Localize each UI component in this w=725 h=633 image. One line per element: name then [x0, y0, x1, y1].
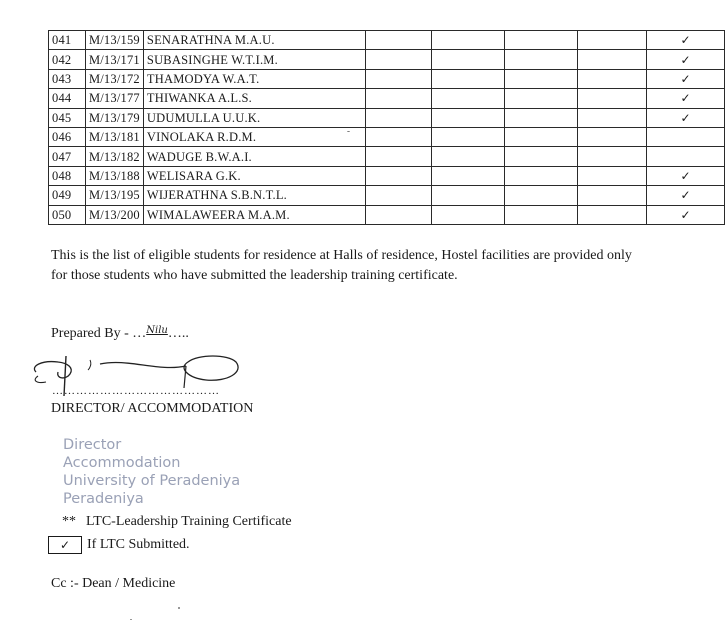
blank-cell [577, 205, 647, 224]
blank-cell [504, 108, 577, 127]
stamp-line-3: University of Peradeniya [63, 473, 241, 489]
serial-number-cell: 046 [49, 127, 86, 146]
blank-cell [365, 31, 432, 50]
student-name-cell: UDUMULLA U.U.K. [143, 108, 365, 127]
registration-number-cell: M/13/179 [85, 108, 143, 127]
blank-cell [504, 31, 577, 50]
stamp-line-1: Director [63, 437, 122, 453]
table-row [49, 50, 725, 69]
blank-cell [365, 205, 432, 224]
blank-cell [504, 147, 577, 166]
registration-number-cell: M/13/182 [85, 147, 143, 166]
ltc-check-cell: ✓ [647, 186, 725, 205]
blank-cell [365, 186, 432, 205]
blank-cell [432, 89, 505, 108]
cc-line: Cc :- Dean / Medicine [51, 576, 176, 591]
blank-cell [577, 166, 647, 185]
blank-cell [365, 89, 432, 108]
student-name-cell: WADUGE B.W.A.I. [143, 147, 365, 166]
serial-number-cell: 045 [49, 108, 86, 127]
legend-stars: ** [62, 514, 76, 529]
blank-cell [504, 166, 577, 185]
student-name-cell: WIJERATHNA S.B.N.T.L. [143, 186, 365, 205]
ltc-check-cell [647, 147, 725, 166]
ltc-check-cell: ✓ [647, 69, 725, 88]
table-row [49, 89, 725, 108]
office-stamp [63, 436, 240, 508]
ltc-check-cell: ✓ [647, 31, 725, 50]
signature-line: …………………………………… [52, 385, 220, 397]
blank-cell [432, 186, 505, 205]
blank-cell [432, 147, 505, 166]
ltc-check-cell: ✓ [647, 108, 725, 127]
blank-cell [432, 166, 505, 185]
ltc-check-cell: ✓ [647, 205, 725, 224]
blank-cell [432, 31, 505, 50]
serial-number-cell: 042 [49, 50, 86, 69]
serial-number-cell: 049 [49, 186, 86, 205]
blank-cell [365, 127, 432, 146]
tick-key-box: ✓ [48, 536, 82, 554]
registration-number-cell: M/13/159 [85, 31, 143, 50]
table-row [49, 186, 725, 205]
signatory-title: DIRECTOR/ ACCOMMODATION [51, 401, 254, 416]
ltc-legend [62, 514, 292, 530]
blank-cell [577, 31, 647, 50]
scan-speck [178, 607, 180, 609]
student-eligibility-table [48, 30, 725, 225]
blank-cell [577, 127, 647, 146]
blank-cell [577, 108, 647, 127]
preparer-initials: Nilu [146, 325, 168, 336]
serial-number-cell: 044 [49, 89, 86, 108]
blank-cell [504, 50, 577, 69]
student-name-cell: THAMODYA W.A.T. [143, 69, 365, 88]
tick-key-text: If LTC Submitted. [87, 537, 190, 552]
serial-number-cell: 048 [49, 166, 86, 185]
registration-number-cell: M/13/177 [85, 89, 143, 108]
blank-cell [432, 127, 505, 146]
registration-number-cell: M/13/200 [85, 205, 143, 224]
table-row [49, 205, 725, 224]
blank-cell [577, 147, 647, 166]
student-name-cell: SUBASINGHE W.T.I.M. [143, 50, 365, 69]
blank-cell [577, 89, 647, 108]
ltc-check-cell [647, 127, 725, 146]
prepared-by-trail: ….. [167, 326, 189, 341]
student-name-cell: WELISARA G.K. [143, 166, 365, 185]
blank-cell [504, 89, 577, 108]
table-row [49, 108, 725, 127]
serial-number-cell: 047 [49, 147, 86, 166]
blank-cell [365, 166, 432, 185]
blank-cell [432, 69, 505, 88]
blank-cell [365, 108, 432, 127]
prepared-by-line [51, 325, 189, 342]
blank-cell [504, 205, 577, 224]
ltc-check-cell: ✓ [647, 50, 725, 69]
serial-number-cell: 041 [49, 31, 86, 50]
stamp-line-4: Peradeniya [63, 491, 144, 507]
registration-number-cell: M/13/181 [85, 127, 143, 146]
registration-number-cell: M/13/171 [85, 50, 143, 69]
student-name-cell: VINOLAKA R.D.M. [143, 127, 365, 146]
ltc-check-cell: ✓ [647, 89, 725, 108]
registration-number-cell: M/13/188 [85, 166, 143, 185]
blank-cell [365, 147, 432, 166]
table-row [49, 147, 725, 166]
table-row [49, 127, 725, 146]
student-name-cell: WIMALAWEERA M.A.M. [143, 205, 365, 224]
blank-cell [432, 50, 505, 69]
blank-cell [577, 186, 647, 205]
table-row [49, 69, 725, 88]
blank-cell [432, 205, 505, 224]
student-name-cell: THIWANKA A.L.S. [143, 89, 365, 108]
table-row [49, 166, 725, 185]
legend-text: LTC-Leadership Training Certificate [86, 514, 292, 529]
blank-cell [504, 186, 577, 205]
ltc-check-cell: ✓ [647, 166, 725, 185]
scan-speck [130, 619, 132, 620]
blank-cell [432, 108, 505, 127]
blank-cell [577, 50, 647, 69]
blank-cell [577, 69, 647, 88]
blank-cell [365, 50, 432, 69]
registration-number-cell: M/13/195 [85, 186, 143, 205]
table-row [49, 31, 725, 50]
stamp-line-2: Accommodation [63, 455, 181, 471]
scan-speck [347, 131, 350, 132]
blank-cell [504, 127, 577, 146]
blank-cell [365, 69, 432, 88]
prepared-by-label: Prepared By - … [51, 326, 147, 341]
eligibility-note: This is the list of eligible students for residence at Halls of residence, Hostel facilities are provided only for those students who have submitted the leadership training certificate. [51, 248, 632, 283]
serial-number-cell: 050 [49, 205, 86, 224]
registration-number-cell: M/13/172 [85, 69, 143, 88]
serial-number-cell: 043 [49, 69, 86, 88]
blank-cell [504, 69, 577, 88]
tick-key [48, 536, 190, 554]
student-name-cell: SENARATHNA M.A.U. [143, 31, 365, 50]
